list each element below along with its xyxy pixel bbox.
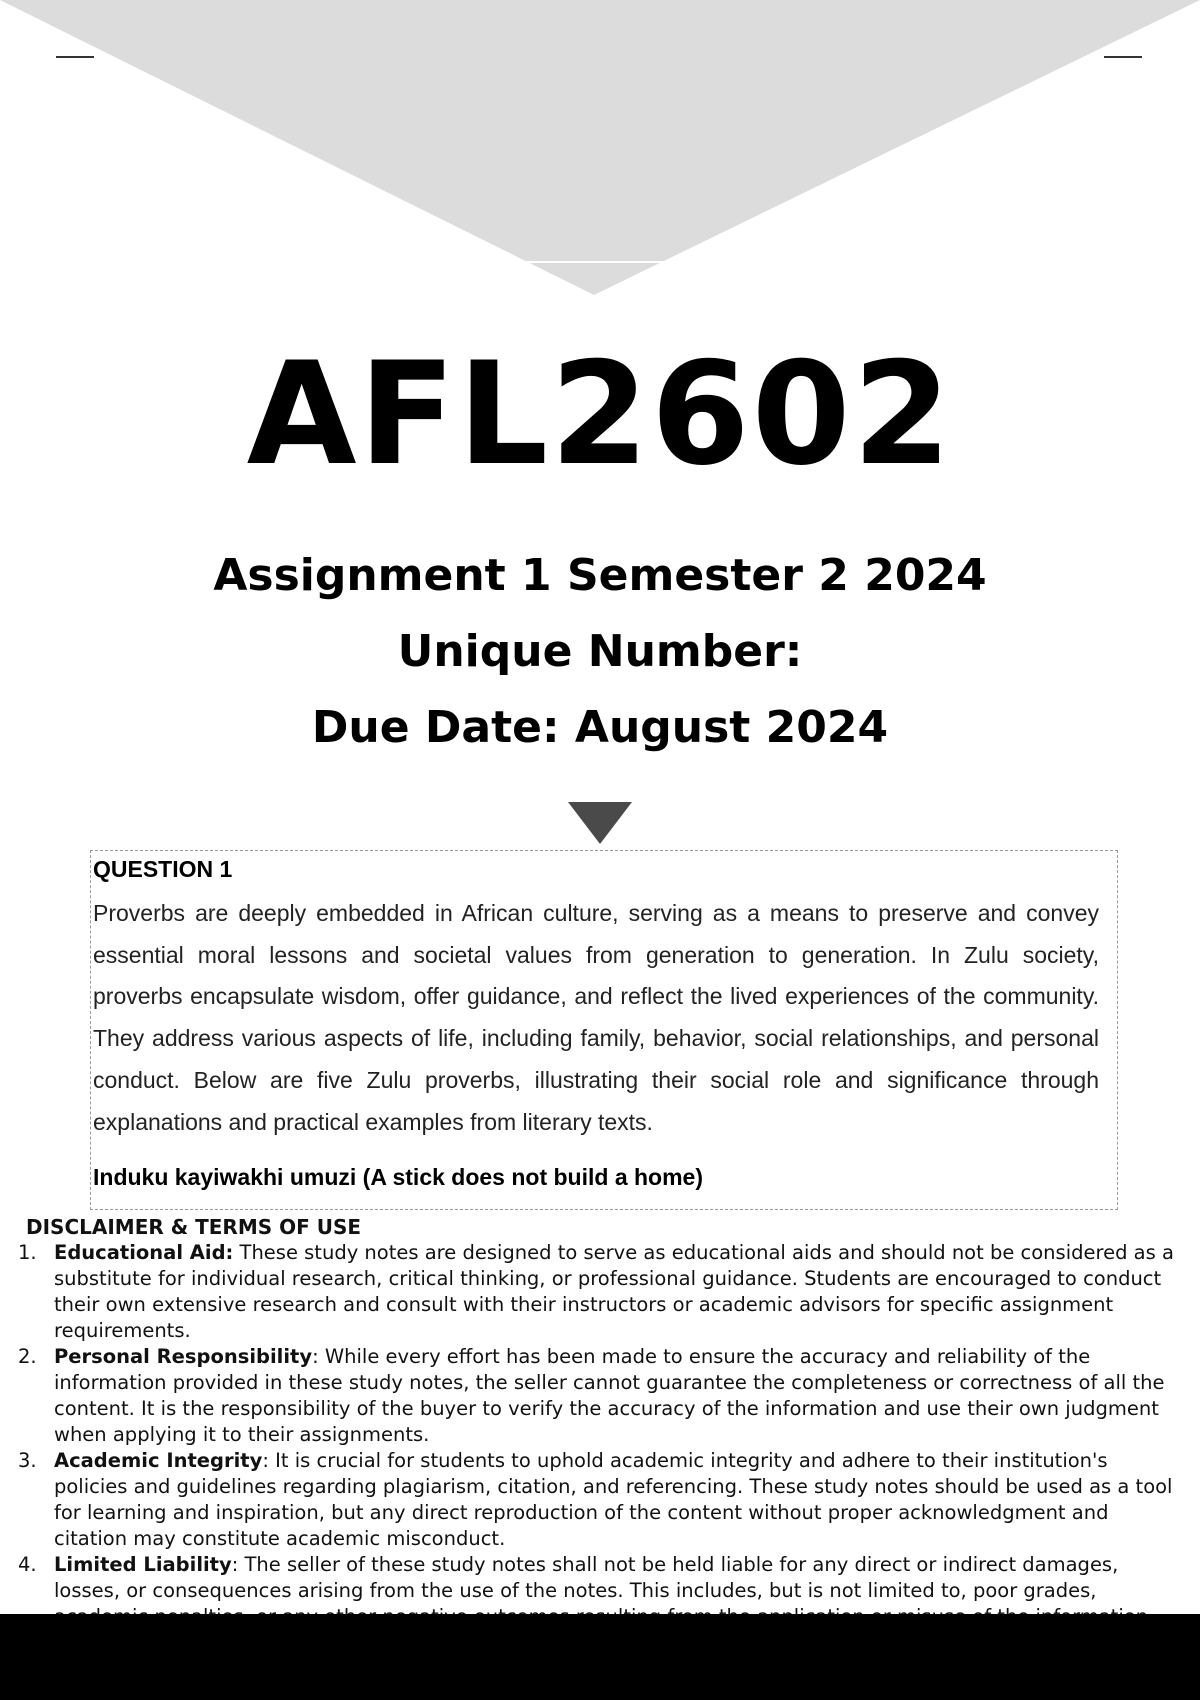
banner-chevron-shape [0, 0, 1200, 295]
due-date-line: Due Date: August 2024 [311, 702, 889, 753]
disclaimer-item [0, 1448, 1184, 1552]
assignment-line: Assignment 1 Semester 2 2024 [213, 550, 987, 601]
disclaimer-item [0, 1240, 1184, 1344]
disclaimer-item-text: : It is crucial for students to uphold academic integrity and adhere to their institution's policies and guidelines regarding plagiarism, citation, and referencing. These study notes should be used as a tool for learning and inspiration, but any direct reproduction of the content without proper acknowledgment and citation may constitute academic misconduct. [54, 1449, 1173, 1550]
question-text-box [90, 850, 1118, 1210]
bottom-black-bar [0, 1614, 1200, 1700]
top-right-corner-mark [1104, 56, 1142, 58]
top-left-corner-mark [56, 56, 94, 58]
disclaimer-item-number: 2. [18, 1345, 37, 1368]
disclaimer-item-number: 1. [18, 1241, 37, 1264]
disclaimer-item-text: : While every effort has been made to ensure the accuracy and reliability of the information provided in these study notes, the seller cannot guarantee the completeness or correctness of all the content. It is the responsibility of the buyer to verify the accuracy of the information and use their own judgment when applying it to their assignments. [54, 1345, 1165, 1446]
disclaimer-item [0, 1344, 1184, 1448]
disclaimer-item-term: Personal Responsibility [54, 1345, 313, 1368]
disclaimer-title: DISCLAIMER & TERMS OF USE [26, 1215, 362, 1239]
disclaimer-item-text: : The seller of these study notes shall not be held liable for any direct or indirect damages, losses, or consequences arising from the use of the notes. This includes, but is not limited to, poor grades, [54, 1553, 1119, 1602]
course-code-title: AFL2602 [246, 332, 954, 497]
question-paragraph: Proverbs are deeply embedded in African culture, serving as a means to preserve and convey essential moral lessons and societal values from generation to generation. In Zulu society, proverbs encapsulate wisdom, offer guidance, and reflect the lived experiences of the community. They address various aspects of life, including family, behavior, social relationships, and personal conduct. Below are five Zulu proverbs, illustrating their social role and significance through explanations and practical examples from literary texts. [93, 900, 1099, 1135]
disclaimer-section [0, 1214, 1200, 1614]
down-arrow-icon [568, 802, 632, 844]
disclaimer-item-text: These study notes are designed to serve as educational aids and should not be considered as a substitute for individual research, critical thinking, or professional guidance. Students are encouraged to conduct their own extensive research and consult with their instructors or academic advisors for specific assignment requirements. [54, 1241, 1174, 1342]
header-chevron-banner [0, 0, 1200, 300]
disclaimer-item-number: 3. [18, 1449, 37, 1472]
disclaimer-item-term: Academic Integrity [54, 1449, 263, 1472]
unique-number-line: Unique Number: [397, 626, 803, 677]
disclaimer-item-term: Educational Aid: [54, 1241, 234, 1264]
disclaimer-item-number: 4. [18, 1553, 37, 1576]
disclaimer-item-term: Limited Liability [54, 1553, 232, 1576]
disclaimer-list [0, 1240, 1200, 1630]
proverb-heading: Induku kayiwakhi umuzi (A stick does not build a home) [93, 1164, 704, 1190]
question-heading: QUESTION 1 [93, 856, 233, 882]
